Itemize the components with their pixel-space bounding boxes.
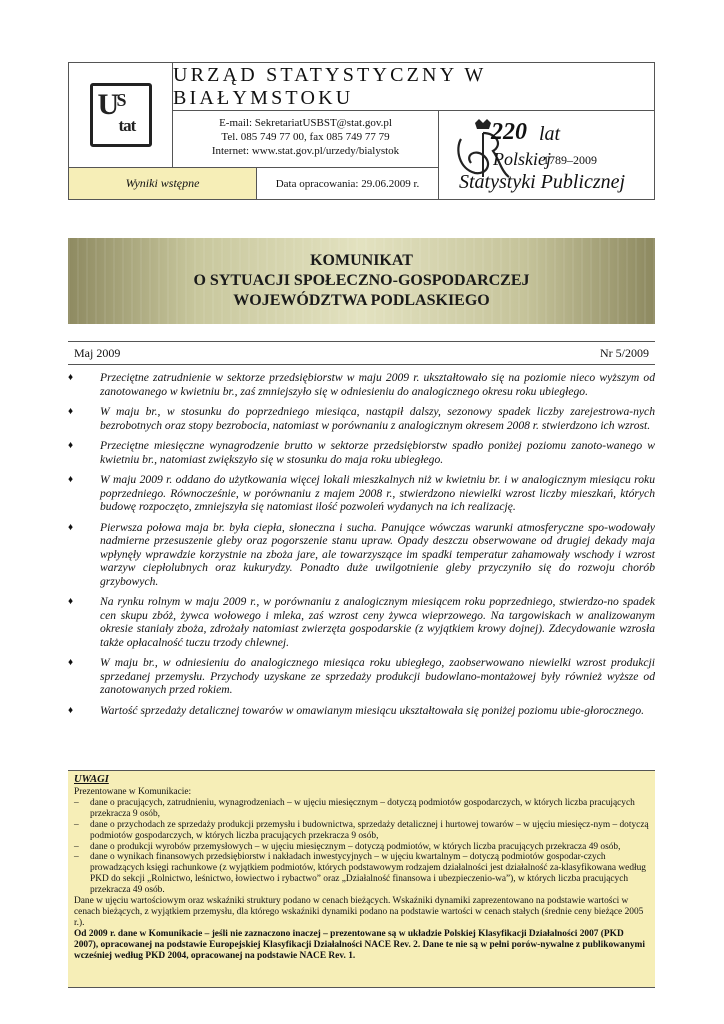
dash-icon: – (74, 797, 79, 808)
notes-paragraph-prices: Dane w ujęciu wartościowym oraz wskaźniki struktury podano w cenach bieżących. Wskaźniki dynamiki zaprezentowano na podstawie wartości w cenach bieżących, z wyjątkiem przemysłu, dla którego wskaźniki dynamiki podano na podstawie wartości w cenach stałych (średnie ceny bieżące 2005 r.). (74, 896, 644, 928)
notes-box (68, 770, 655, 988)
logo-cell (69, 63, 173, 167)
summary-bullets (68, 371, 655, 724)
notes-item (74, 820, 649, 842)
diamond-bullet-icon: ♦ (68, 704, 74, 716)
notes-item (74, 852, 649, 896)
ustat-logo (90, 83, 152, 147)
diamond-bullet-icon: ♦ (68, 657, 74, 668)
notes-item-text: dane o pracujących, zatrudnieniu, wynagrodzeniach – w ujęciu miesięcznym – dotyczą podmiotów gospodarczych, w których liczba pracujących przekracza 9 osób, (90, 797, 635, 819)
diamond-bullet-icon: ♦ (68, 440, 74, 451)
anniversary-polskiej: Polskiej (493, 149, 551, 169)
bullet-item (68, 473, 655, 514)
notes-item (74, 798, 649, 820)
bullet-item (68, 371, 655, 398)
anniversary-statystyki: Statystyki Publicznej (459, 171, 626, 193)
logo-letter-s: S (116, 90, 127, 110)
notes-paragraph-pkd: Od 2009 r. dane w Komunikacie – jeśli nie zaznaczono inaczej – prezentowane są w układzie Polskiej Klasyfikacji Działalności 2007 (PKD 2007), opracowanej na podstawie Europejskiej Klasyfikacji Działalności NACE Rev. 2. Dane te nie są w pełni porów-nywalne z publikowanymi wcześniej według PKD 2004, opracowanej na podstawie NACE Rev. 1. (74, 928, 645, 961)
anniversary-years: 1789–2009 (543, 153, 597, 167)
contact-phone: Tel. 085 749 77 00, fax 085 749 77 79 (221, 131, 390, 143)
preparation-date: Data opracowania: 29.06.2009 r. (257, 167, 438, 199)
logo-letters-tat: tat (118, 116, 136, 135)
notes-title: UWAGI (74, 774, 109, 785)
preliminary-results-label: Wyniki wstępne (69, 167, 257, 199)
diamond-bullet-icon: ♦ (68, 474, 74, 485)
notes-item-text: dane o wynikach finansowych przedsiębiorstw i nakładach inwestycyjnych – w ujęciu kwartalnym – dotyczą podmiotów gospodar-czych prowadzących księgi rachunkowe (z wyjątkiem podmiotów, których podstawowym rodzajem działalności jest działalność za-klasyfikowana według PKD do sekcji „Rolnictwo, leśnictwo, łowiectwo i rybactwo” oraz „Działalność finansowa i ubezpieczenio-wa”), w których liczba pracujących przekracza 49 osób. (90, 852, 646, 896)
notes-item-text: dane o przychodach ze sprzedaży produkcji przemysłu i budownictwa, sprzedaży detalicznej i hurtowej towarów – w ujęciu miesięcz-nym – dotyczą podmiotów gospodarczych, w których liczba pracujących przekracza 9 osób, (90, 819, 649, 841)
contact-email: E-mail: SekretariatUSBST@stat.gov.pl (219, 117, 392, 129)
bullet-text: W maju br., w odniesieniu do analogicznego miesiąca roku ubiegłego, zaobserwowano niewielki wzrost produkcji sprzedanej przemysłu. Przychody uzyskane ze sprzedaży produkcji budowlano-montażowej były również wyższe od zanotowanych przed rokiem. (100, 656, 655, 696)
notes-item (74, 842, 649, 853)
notes-intro: Prezentowane w Komunikacie: (74, 787, 192, 797)
dash-icon: – (74, 819, 79, 830)
dash-icon: – (74, 852, 79, 863)
logo-letter-u: U (97, 88, 120, 121)
bullet-text: Przeciętne miesięczne wynagrodzenie brutto w sektorze przedsiębiorstw spadło poniżej poziomu zanoto-wanego w kwietniu br., natomiast zwiększyło się w stosunku do maja roku ubiegłego. (100, 439, 655, 466)
office-name: URZĄD STATYSTYCZNY W BIAŁYMSTOKU (173, 63, 654, 111)
bullet-item (68, 704, 655, 718)
bullet-item (68, 439, 655, 466)
bullet-item (68, 521, 655, 589)
bullet-text: Pierwsza połowa maja br. była ciepła, słoneczna i sucha. Panujące wówczas warunki atmosferyczne spo-wodowały nadmierne przesuszenie gleby oraz pogorszenie stanu upraw. Opady deszczu obserwowane od drugiej dekady maja wpłynęły wprawdzie korzystnie na zboża jare, ale towarzyszące im spadki temperatur zahamowały wschody i wzrost warzyw ciepłolubnych oraz kukurydzy. Ponadto duże uwilgotnienie gleby przyczyniło się do rozwoju chorób grzybowych. (100, 520, 655, 588)
bullet-text: Na rynku rolnym w maju 2009 r., w porównaniu z analogicznym miesiącem roku poprzedniego, stwierdzo-no spadek cen skupu zbóż, żywca wołowego i mleka, zaś wzrost ceny żywca wieprzowego. Na targowiskach w analizowanym okresie staniały zboża, zdrożały natomiast zwierzęta gospodarskie (z wyjątkiem krowy dojnej). Zdecydowanie wzrosła także opłacalność tuczu trzody chlewnej. (100, 595, 655, 649)
diamond-bullet-icon: ♦ (68, 372, 74, 383)
anniversary-lat: lat (539, 123, 561, 145)
contact-internet: Internet: www.stat.gov.pl/urzedy/bialystok (211, 145, 400, 157)
banner-line-2: O SYTUACJI SPOŁECZNO-GOSPODARCZEJ (193, 272, 530, 289)
bullet-item (68, 656, 655, 697)
diamond-bullet-icon: ♦ (68, 406, 74, 417)
bullet-item (68, 595, 655, 649)
banner-line-3: WOJEWÓDZTWA PODLASKIEGO (233, 292, 490, 309)
issue-number: Nr 5/2009 (600, 345, 649, 360)
bullet-text: W maju br., w stosunku do poprzedniego miesiąca, nastąpił dalszy, sezonowy spadek liczby zarejestrowa-nych bezrobotnych oraz stopy bezrobocia, natomiast w porównaniu z analogicznym okresem 2008 r. stwierdzono ich wzrost. (100, 405, 655, 432)
title-banner (68, 238, 655, 324)
issue-month: Maj 2009 (74, 345, 121, 360)
diamond-bullet-icon: ♦ (68, 596, 74, 607)
diamond-bullet-icon: ♦ (68, 521, 74, 533)
dash-icon: – (74, 841, 79, 852)
document-header (68, 62, 655, 200)
anniversary-logo (438, 111, 654, 199)
bullet-text: Wartość sprzedaży detalicznej towarów w omawianym miesiącu ukształtowała się poniżej poziomu ubie-głorocznego. (100, 703, 645, 717)
anniversary-number: 220 (491, 119, 527, 145)
bullet-item (68, 405, 655, 432)
contact-info (173, 111, 438, 167)
banner-line-1: KOMUNIKAT (310, 252, 413, 269)
bullet-text: W maju 2009 r. oddano do użytkowania więcej lokali mieszkalnych niż w kwietniu br. i w analogicznym miesiącu roku poprzedniego. Równocześnie, w porównaniu z majem 2008 r., stwierdzono niewielki wzrost liczby mieszkań, których budowę rozpoczęto, zmniejszyła się natomiast ilość pozwoleń wydanych na ich realizację. (100, 473, 655, 513)
issue-line (68, 341, 655, 365)
bullet-text: Przeciętne zatrudnienie w sektorze przedsiębiorstw w maju 2009 r. ukształtowało się na poziomie nieco wyższym od zanotowanego w kwietniu br., zaś zmniejszyło się w odniesieniu do analogicznego okresu roku ubiegłego. (100, 371, 655, 398)
notes-item-text: dane o produkcji wyrobów przemysłowych – w ujęciu miesięcznym – dotyczą podmiotów, w których liczba pracujących przekracza 49 osób, (90, 841, 621, 852)
